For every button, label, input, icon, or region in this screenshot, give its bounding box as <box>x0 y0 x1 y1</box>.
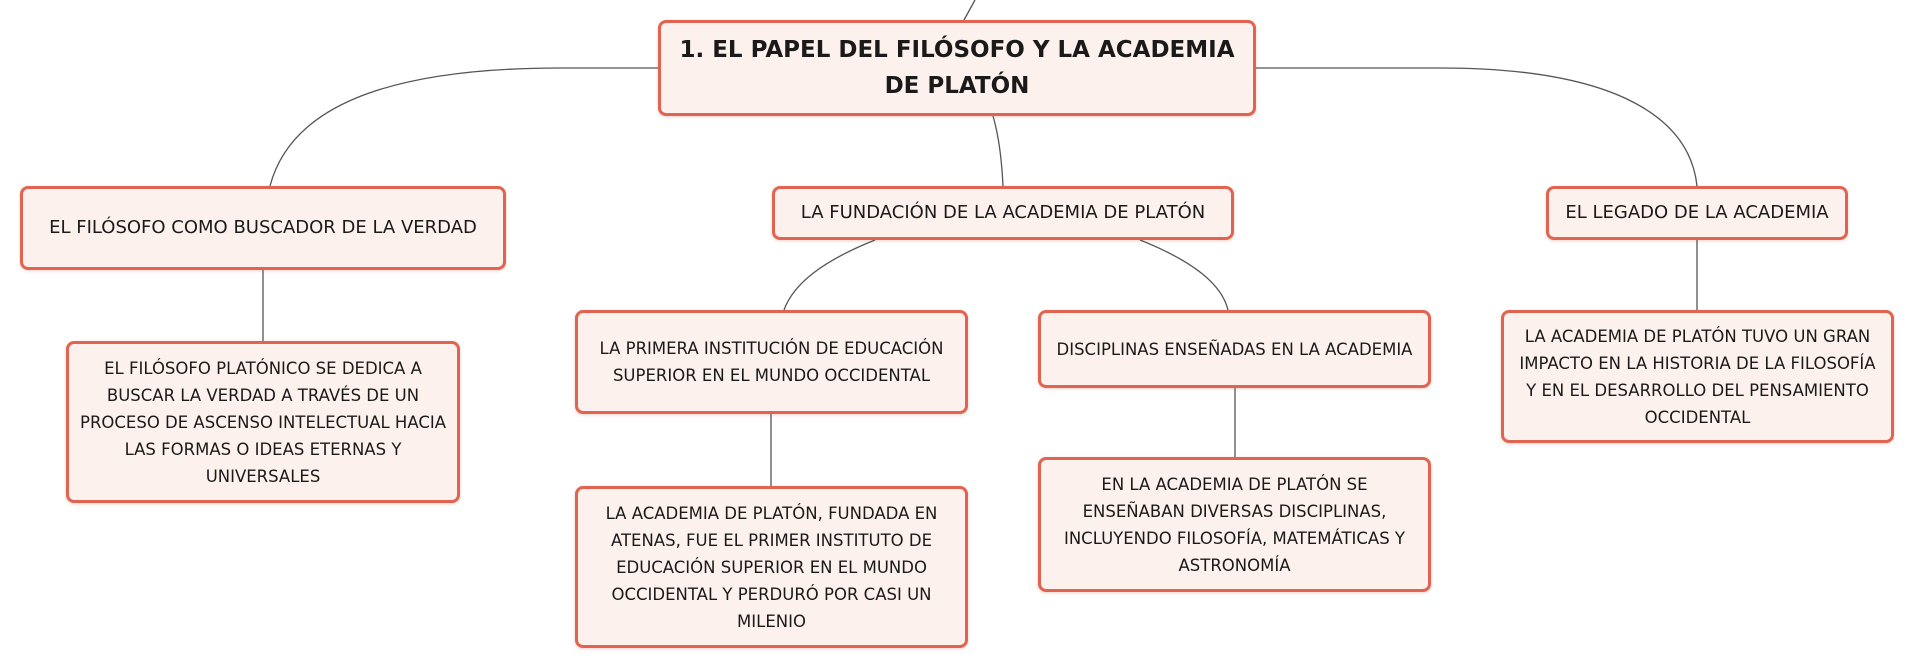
connector-root-branch-2 <box>993 116 1003 186</box>
connector-branch-2-sub-2 <box>1140 240 1228 310</box>
leaf-philosopher-seeker-text: EL FILÓSOFO PLATÓNICO SE DEDICA A BUSCAR LA VERDAD A TRAVÉS DE UN PROCESO DE ASCENSO INTELECTUAL HACIA LAS FORMAS O IDEAS ETERNAS Y UNIVERSALES <box>80 358 446 486</box>
leaf-disciplines-text: EN LA ACADEMIA DE PLATÓN SE ENSEÑABAN DIVERSAS DISCIPLINAS, INCLUYENDO FILOSOFÍA, MATEMÁTICAS Y ASTRONOMÍA <box>1063 474 1406 575</box>
connector-root-branch-1 <box>270 68 658 186</box>
connector-parent-root <box>964 0 975 20</box>
connector-root-branch-3 <box>1256 68 1697 186</box>
subtopic-first-institution-label: LA PRIMERA INSTITUCIÓN DE EDUCACIÓN SUPERIOR EN EL MUNDO OCCIDENTAL <box>599 339 944 385</box>
leaf-philosopher-seeker[interactable] <box>66 341 460 503</box>
leaf-academy-legacy-text: LA ACADEMIA DE PLATÓN TUVO UN GRAN IMPACTO EN LA HISTORIA DE LA FILOSOFÍA Y EN EL DESARROLLO DEL PENSAMIENTO OCCIDENTAL <box>1519 326 1876 427</box>
subtopic-first-institution[interactable] <box>575 310 968 414</box>
branch-academy-legacy[interactable] <box>1546 186 1848 240</box>
leaf-first-institution[interactable] <box>575 486 968 648</box>
branch-academy-foundation-label: LA FUNDACIÓN DE LA ACADEMIA DE PLATÓN <box>800 202 1206 223</box>
subtopic-disciplines[interactable] <box>1038 310 1431 388</box>
branch-philosopher-seeker-label: EL FILÓSOFO COMO BUSCADOR DE LA VERDAD <box>49 217 477 238</box>
connector-branch-2-sub-1 <box>784 240 875 310</box>
root-topic[interactable] <box>658 20 1256 116</box>
leaf-first-institution-text: LA ACADEMIA DE PLATÓN, FUNDADA EN ATENAS, FUE EL PRIMER INSTITUTO DE EDUCACIÓN SUPERIOR EN EL MUNDO OCCIDENTAL Y PERDURÓ POR CASI UN MILENIO <box>605 503 938 631</box>
branch-academy-legacy-label: EL LEGADO DE LA ACADEMIA <box>1565 202 1829 223</box>
root-topic-label: 1. EL PAPEL DEL FILÓSOFO Y LA ACADEMIA DE PLATÓN <box>679 37 1235 99</box>
leaf-disciplines[interactable] <box>1038 457 1431 592</box>
branch-academy-foundation[interactable] <box>772 186 1234 240</box>
branch-philosopher-seeker[interactable] <box>20 186 506 270</box>
leaf-academy-legacy[interactable] <box>1501 310 1894 443</box>
subtopic-disciplines-label: DISCIPLINAS ENSEÑADAS EN LA ACADEMIA <box>1056 339 1413 359</box>
